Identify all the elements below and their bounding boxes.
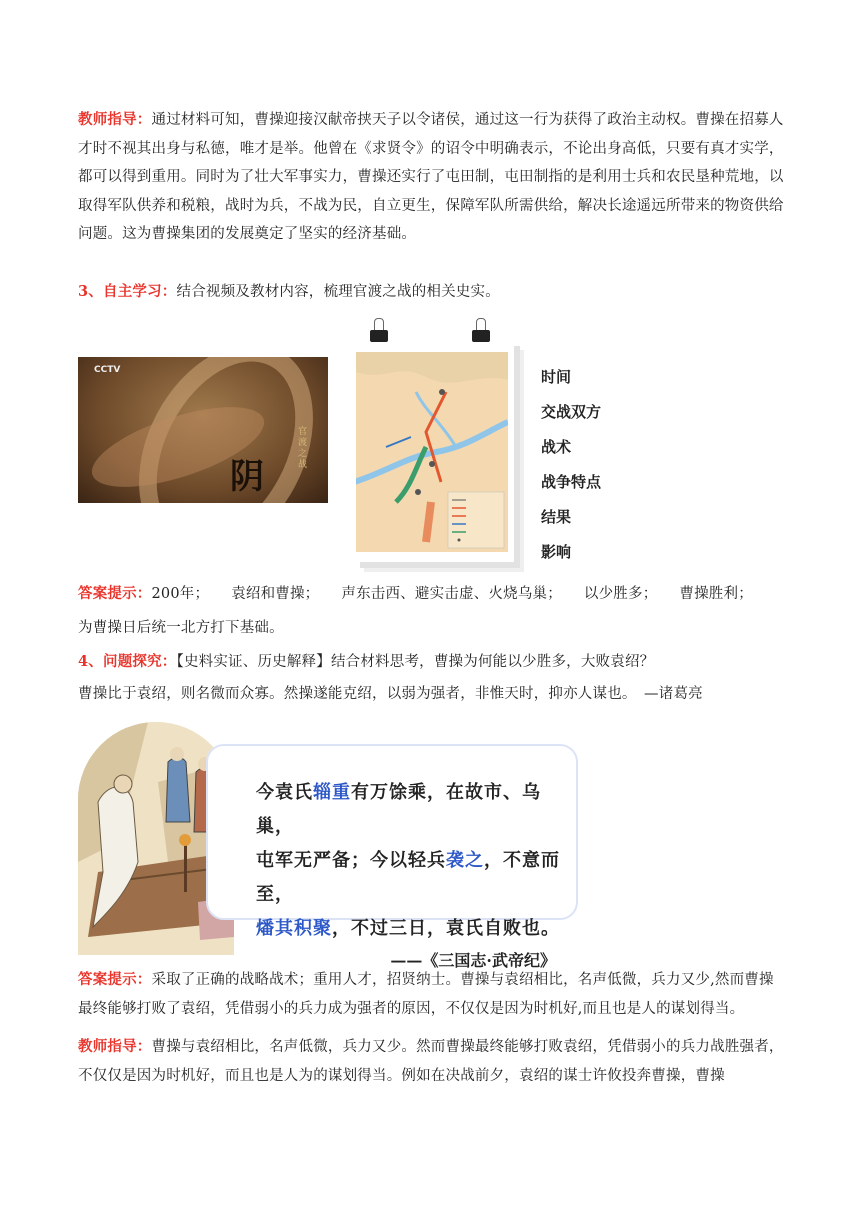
teacher-guide-text: 通过材料可知，曹操迎接汉献帝挟天子以令诸侯，通过这一行为获得了政治主动权。曹操在招募人才时不视其出身与私德，唯才是举。他曾在《求贤令》的诏令中明确表示，不论出身高低，只要有真才实学，都可以得到重用。同时为了壮大军事实力，曹操还实行了屯田制，屯田制指的是利用士兵和农民垦种荒地，以取得军队供养和税粮，战时为兵，不战为民，自立更生，保障军队所需供给，解决长途遥远所带来的物资供给问题。这为曹操集团的发展奠定了坚实的经济基础。 bbox=[78, 112, 784, 243]
cctv-logo: CCTV bbox=[94, 365, 121, 375]
answer-item: 曹操胜利； bbox=[679, 586, 753, 602]
binder-clip-icon bbox=[476, 318, 486, 348]
section-3-label: 3、自主学习： bbox=[78, 283, 177, 300]
answer-hint-label: 答案提示： bbox=[78, 585, 152, 602]
teacher-guide-1 bbox=[78, 106, 786, 249]
task-item: 战争特点 bbox=[541, 473, 602, 491]
video-still bbox=[78, 357, 328, 503]
task-item: 影响 bbox=[541, 543, 572, 561]
answer-hint-1-line2: 为曹操日后统一北方打下基础。 bbox=[78, 620, 284, 636]
section-3-text: 结合视频及教材内容，梳理官渡之战的相关史实。 bbox=[176, 284, 500, 300]
quote-line: 屯军无严备；今以轻兵袭之，不意而至， bbox=[256, 850, 560, 905]
answer-item: 以少胜多； bbox=[583, 586, 658, 602]
quote-line: 今袁氏辎重有万馀乘，在故市、乌巢， bbox=[256, 782, 541, 837]
section-4-text: 【史料实证、历史解释】结合材料思考，曹操为何能以少胜多，大败袁绍？ bbox=[176, 654, 655, 670]
quote-source: ——《三国志·武帝纪》 bbox=[390, 951, 556, 970]
answer-item: 200年； bbox=[151, 586, 210, 602]
section-4 bbox=[78, 648, 786, 677]
answer-hint-1 bbox=[78, 580, 786, 609]
answer-hint-text: 采取了正确的战略战术；重用人才，招贤纳士。曹操与袁绍相比，名声低微，兵力又少,然而曹操最终能够打败了袁绍，凭借弱小的兵力成为强者的原因，不仅仅是因为时机好,而且也是人的谋划得当。 bbox=[78, 972, 774, 1017]
task-list bbox=[541, 360, 601, 570]
answer-item: 袁绍和曹操； bbox=[231, 586, 320, 602]
three-kingdoms-quote-box bbox=[206, 744, 578, 970]
teacher-guide-text: 曹操与袁绍相比，名声低微，兵力又少。然而曹操最终能够打败袁绍，凭借弱小的兵力战胜强者，不仅仅是因为时机好，而且也是人为的谋划得当。例如在决战前夕，袁绍的谋士许攸投奔曹操，曹操 bbox=[78, 1039, 784, 1084]
quote-line: 燔其积聚，不过三日，袁氏自败也。 bbox=[256, 918, 560, 939]
guandu-battle-map bbox=[356, 352, 508, 552]
section-3 bbox=[78, 278, 786, 307]
task-item: 战术 bbox=[541, 438, 572, 456]
binder-clip-icon bbox=[374, 318, 384, 348]
answer-hint-2 bbox=[78, 966, 786, 1023]
video-caption: 官渡之战 bbox=[298, 427, 308, 470]
zhuge-liang-quote: 曹操比于袁绍，则名微而众寡。然操遂能克绍，以弱为强者，非惟天时，抑亦人谋也。 —诸葛亮 bbox=[78, 686, 703, 702]
battle-map-card bbox=[354, 340, 514, 562]
teacher-guide-label: 教师指导： bbox=[78, 1038, 152, 1055]
video-character: 阴 bbox=[230, 457, 264, 497]
answer-item: 声东击西、避实击虚、火烧乌巢； bbox=[341, 586, 562, 602]
answer-hint-label: 答案提示： bbox=[78, 971, 152, 988]
section-4-label: 4、问题探究： bbox=[78, 653, 177, 670]
task-item: 交战双方 bbox=[541, 403, 602, 421]
teacher-guide-label: 教师指导： bbox=[78, 111, 152, 128]
teacher-guide-2 bbox=[78, 1033, 786, 1090]
task-item: 结果 bbox=[541, 508, 572, 526]
task-item: 时间 bbox=[541, 368, 572, 386]
